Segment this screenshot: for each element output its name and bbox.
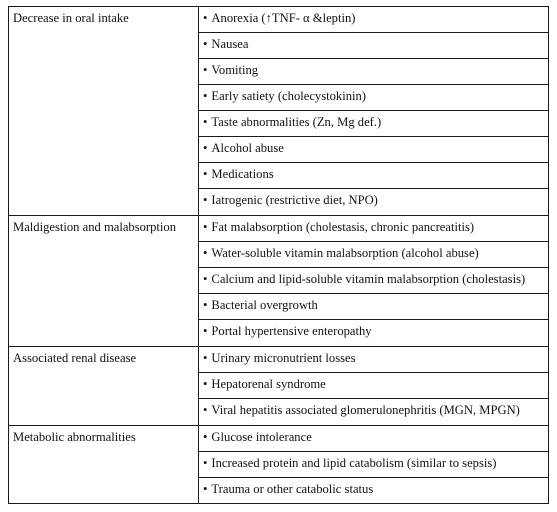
list-item	[199, 478, 548, 504]
list-item-text: Calcium and lipid-soluble vitamin malabsorption (cholestasis)	[211, 272, 526, 286]
list-item	[199, 85, 548, 111]
list-item-text: Anorexia (↑TNF- α &leptin)	[211, 11, 356, 25]
list-item	[199, 294, 548, 320]
list-item-text: Increased protein and lipid catabolism (similar to sepsis)	[211, 456, 497, 470]
list-item-text: Bacterial overgrowth	[211, 298, 318, 312]
causes-table	[9, 7, 548, 504]
category-cell: Metabolic abnormalities	[9, 426, 199, 505]
items-cell	[199, 216, 549, 347]
bullet-icon: •	[203, 351, 208, 365]
bullet-icon: •	[203, 377, 208, 391]
bullet-icon: •	[203, 167, 208, 181]
bullet-icon: •	[203, 298, 208, 312]
list-item-text: Nausea	[211, 37, 249, 51]
table-row	[9, 216, 548, 347]
bullet-icon: •	[203, 324, 208, 338]
category-cell: Associated renal disease	[9, 347, 199, 426]
bullet-icon: •	[203, 37, 208, 51]
bullet-icon: •	[203, 63, 208, 77]
list-item	[199, 242, 548, 268]
table-row	[9, 426, 548, 505]
list-item	[199, 268, 548, 294]
list-item	[199, 7, 548, 33]
list-item	[199, 399, 548, 425]
list-item	[199, 320, 548, 346]
list-item-text: Viral hepatitis associated glomerulonephritis (MGN, MPGN)	[211, 403, 520, 417]
category-cell: Maldigestion and malabsorption	[9, 216, 199, 347]
list-item-text: Fat malabsorption (cholestasis, chronic pancreatitis)	[211, 220, 475, 234]
table-row	[9, 7, 548, 216]
causes-table-body	[9, 7, 548, 504]
list-item-text: Urinary micronutrient losses	[211, 351, 356, 365]
list-item	[199, 111, 548, 137]
items-cell	[199, 7, 549, 216]
bullet-icon: •	[203, 11, 208, 25]
causes-table-frame	[8, 6, 549, 504]
list-item	[199, 163, 548, 189]
table-row	[9, 347, 548, 426]
bullet-icon: •	[203, 430, 208, 444]
list-item-text: Iatrogenic (restrictive diet, NPO)	[211, 193, 378, 207]
bullet-icon: •	[203, 193, 208, 207]
list-item-text: Hepatorenal syndrome	[211, 377, 326, 391]
list-item	[199, 59, 548, 85]
bullet-icon: •	[203, 482, 208, 496]
list-item-text: Medications	[211, 167, 274, 181]
bullet-icon: •	[203, 272, 208, 286]
list-item-text: Trauma or other catabolic status	[211, 482, 374, 496]
list-item	[199, 137, 548, 163]
list-item	[199, 347, 548, 373]
list-item-text: Glucose intolerance	[211, 430, 312, 444]
bullet-icon: •	[203, 220, 208, 234]
items-cell	[199, 426, 549, 505]
list-item	[199, 33, 548, 59]
list-item-text: Taste abnormalities (Zn, Mg def.)	[211, 115, 382, 129]
list-item	[199, 216, 548, 242]
list-item-text: Water-soluble vitamin malabsorption (alcohol abuse)	[211, 246, 479, 260]
list-item	[199, 452, 548, 478]
list-item	[199, 426, 548, 452]
bullet-icon: •	[203, 89, 208, 103]
category-cell: Decrease in oral intake	[9, 7, 199, 216]
items-cell	[199, 347, 549, 426]
bullet-icon: •	[203, 115, 208, 129]
bullet-icon: •	[203, 403, 208, 417]
list-item	[199, 189, 548, 215]
bullet-icon: •	[203, 141, 208, 155]
list-item-text: Vomiting	[211, 63, 259, 77]
bullet-icon: •	[203, 456, 208, 470]
list-item-text: Alcohol abuse	[211, 141, 284, 155]
bullet-icon: •	[203, 246, 208, 260]
list-item-text: Portal hypertensive enteropathy	[211, 324, 372, 338]
list-item	[199, 373, 548, 399]
list-item-text: Early satiety (cholecystokinin)	[211, 89, 366, 103]
